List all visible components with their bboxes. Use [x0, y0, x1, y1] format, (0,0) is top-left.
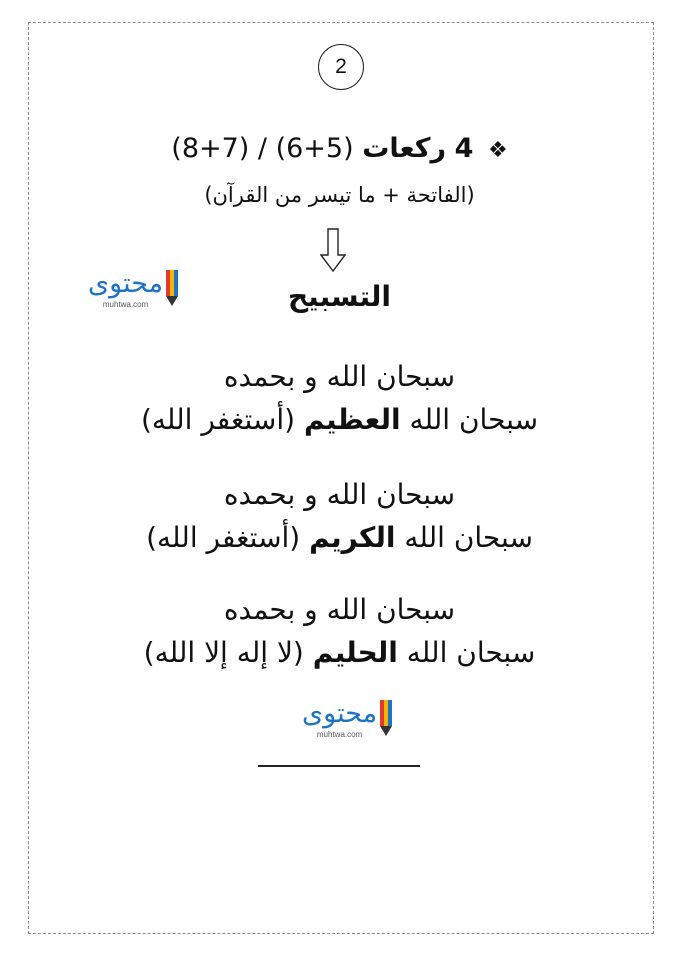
- dhikr-suffix: (لا إله إلا الله): [143, 636, 304, 669]
- rakaat-heading: [0, 133, 679, 164]
- bottom-divider: [258, 765, 420, 767]
- pencil-icon: [166, 270, 178, 306]
- page-number: 2: [335, 55, 347, 78]
- dhikr-3-line-1: سبحان الله و بحمده: [223, 593, 456, 626]
- logo-url: muhtwa.com: [102, 300, 149, 309]
- dhikr-suffix: (أستغفر الله): [146, 521, 301, 554]
- logo-url: muhtwa.com: [316, 730, 363, 739]
- recitation-note: (الفاتحة + ما تيسر من القرآن): [204, 183, 475, 207]
- divine-name: الحليم: [312, 636, 398, 669]
- dhikr-1-line-2: [0, 403, 679, 436]
- page-number-circle: [318, 44, 364, 90]
- pencil-icon: [380, 700, 392, 736]
- dhikr-3-line-2: [0, 636, 679, 669]
- dhikr-2-line-1: سبحان الله و بحمده: [223, 478, 456, 511]
- divine-name: العظيم: [304, 403, 401, 436]
- dhikr-1-line-1: سبحان الله و بحمده: [223, 360, 456, 393]
- rakaat-count: 4: [454, 133, 474, 164]
- watermark-logo-top: [88, 270, 178, 309]
- logo-word: محتوى: [302, 698, 378, 729]
- dhikr-prefix: سبحان الله: [404, 521, 533, 554]
- dhikr-suffix: (أستغفر الله): [140, 403, 296, 436]
- section-title: التسبيح: [287, 280, 392, 313]
- rakaat-pattern: (8+7) / (6+5): [171, 133, 354, 164]
- dhikr-prefix: سبحان الله: [409, 403, 539, 436]
- dhikr-2-line-2: [0, 521, 679, 554]
- logo-word: محتوى: [88, 268, 164, 299]
- watermark-logo-bottom: [302, 700, 392, 739]
- dhikr-prefix: سبحان الله: [406, 636, 536, 669]
- divine-name: الكريم: [309, 521, 396, 554]
- rakaat-label: ركعات: [362, 133, 446, 164]
- diamond-bullet-icon: ❖: [487, 138, 508, 163]
- down-arrow-icon: [320, 228, 346, 272]
